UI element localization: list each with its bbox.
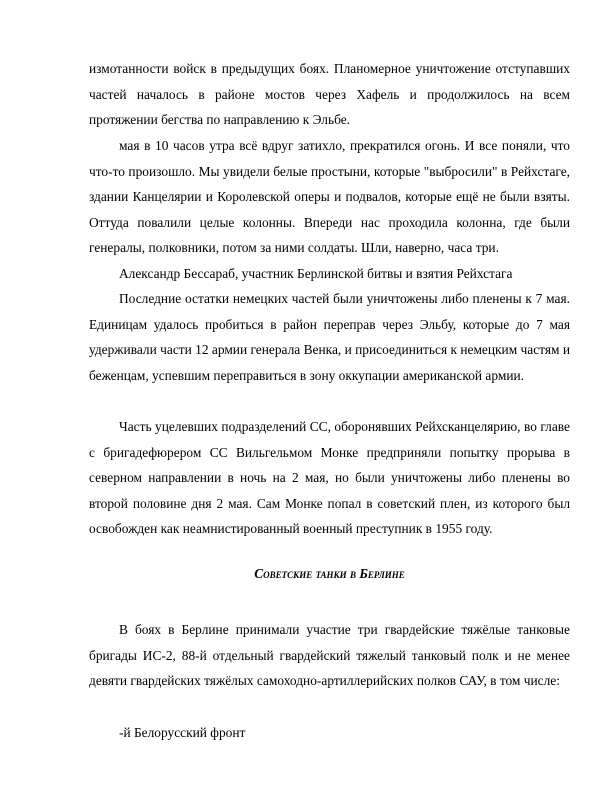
paragraph-3-attribution: Александр Бессараб, участник Берлинской битвы и взятия Рейхстага — [119, 266, 513, 281]
paragraph-1: измотанности войск в предыдущих боях. Планомерное уничтожение отступавших частей началось в районе мостов через Хафель и продолжилось на всем протяжении бегства по направлению к Эльбе. — [89, 61, 570, 128]
paragraph-5: Часть уцелевших подразделений СС, оборонявших Рейхсканцелярию, во главе с бригадефюрером СС Вильгельмом Монке предприняли попытку прорыва в северном направлении в ночь на 2 мая, но были уничтожены либо пленены во второй половине дня 2 мая. Сам Монке попал в советский плен, из которого был освобожден как неамнистированный военный преступник в 1955 году. — [89, 419, 570, 537]
paragraph-6: В боях в Берлине принимали участие три гвардейские тяжёлые танковые бригады ИС-2, 88-й отдельный гвардейский тяжелый танковый полк и не менее девяти гвардейских тяжёлых самоходно-артиллерийских полков САУ, в том числе: — [89, 622, 570, 689]
paragraph-2: мая в 10 часов утра всё вдруг затихло, прекратился огонь. И все поняли, что что-то произошло. Мы увидели белые простыни, которые "выбросили" в Рейхстаге, здании Канцелярии и Королевской оперы и подвалов, которые ещё не были взяты. Оттуда повалили целые колонны. Впереди нас проходила колонна, где были генералы, полковники, потом за ними солдаты. Шли, наверно, часа три. — [89, 138, 570, 256]
paragraph-7: -й Белорусский фронт — [119, 725, 246, 740]
section-heading: Советские танки в Берлине — [254, 566, 405, 581]
paragraph-4: Последние остатки немецких частей были уничтожены либо пленены к 7 мая. Единицам удалось пробиться в район переправ через Эльбу, которые до 7 мая удерживали части 12 армии генерала Венка, и присоединиться к немецким частям и беженцам, успевшим переправиться в зону оккупации американской армии. — [89, 291, 570, 383]
